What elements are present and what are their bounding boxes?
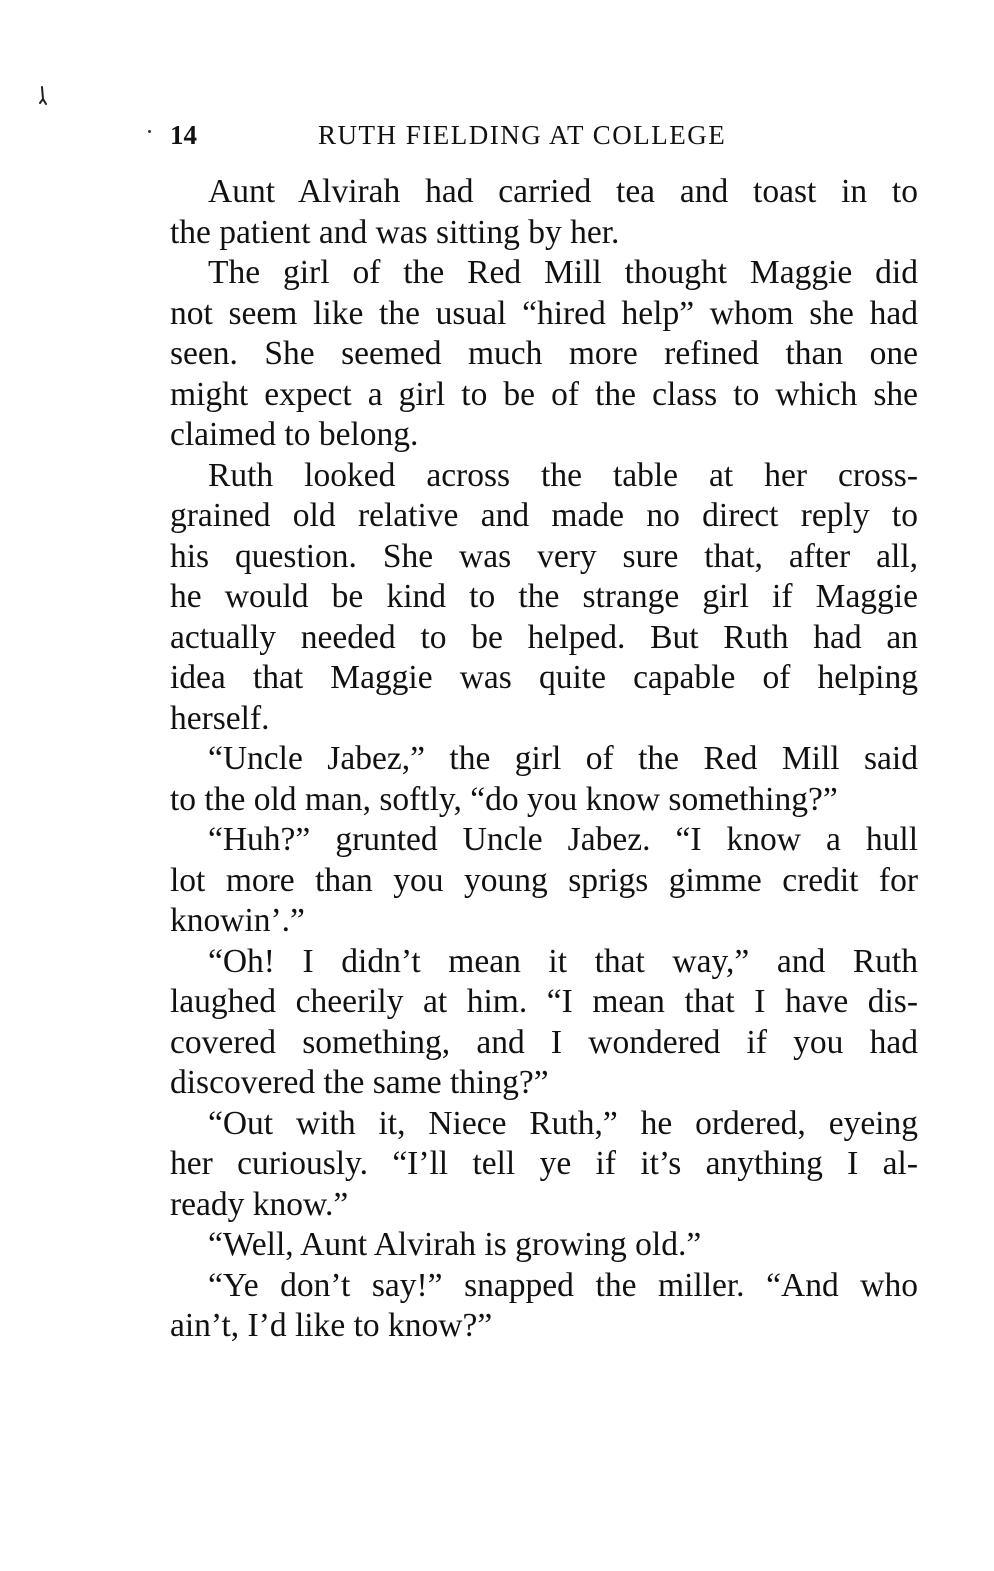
- text-line: “Oh! I didn’t mean it that way,” and Ruth: [208, 942, 918, 980]
- text-line: lot more than you young sprigs gimme credit for: [170, 861, 918, 899]
- body-text: [170, 172, 918, 1347]
- text-line: seen. She seemed much more refined than one: [170, 335, 918, 372]
- text-line: The girl of the Red Mill thought Maggie did: [208, 254, 918, 291]
- text-line: claimed to belong.: [170, 416, 419, 453]
- page-number: 14: [170, 120, 197, 150]
- text-line: Ruth looked across the table at her cross-: [208, 456, 918, 494]
- text-line: knowin’.”: [170, 902, 305, 939]
- text-line: her curiously. “I’ll tell ye if it’s anything I al-: [170, 1145, 918, 1182]
- text-line: laughed cheerily at him. “I mean that I have dis-: [170, 983, 918, 1020]
- running-title: RUTH FIELDING AT COLLEGE: [318, 120, 727, 150]
- text-line: “Out with it, Niece Ruth,” he ordered, eyeing: [208, 1104, 918, 1142]
- text-line: discovered the same thing?”: [170, 1064, 549, 1101]
- text-line: Aunt Alvirah had carried tea and toast in to: [208, 173, 918, 210]
- text-line: actually needed to be helped. But Ruth had an: [170, 618, 918, 656]
- text-line: herself.: [170, 699, 270, 737]
- text-line: “Uncle Jabez,” the girl of the Red Mill said: [208, 740, 918, 777]
- text-line: not seem like the usual “hired help” whom she had: [170, 294, 918, 332]
- text-line: he would be kind to the strange girl if Maggie: [170, 578, 918, 615]
- text-line: his question. She was very sure that, after all,: [170, 537, 918, 575]
- text-line: covered something, and I wondered if you had: [170, 1023, 918, 1061]
- text-line: ready know.”: [170, 1185, 349, 1223]
- text-line: ain’t, I’d like to know?”: [170, 1307, 493, 1344]
- text-line: grained old relative and made no direct reply to: [170, 497, 918, 534]
- text-line: “Ye don’t say!” snapped the miller. “And who: [208, 1266, 918, 1304]
- text-line: “Well, Aunt Alvirah is growing old.”: [208, 1226, 702, 1263]
- ink-smudge-mark: [38, 86, 48, 106]
- ink-dot-mark: [148, 130, 151, 133]
- text-line: to the old man, softly, “do you know something?”: [170, 780, 838, 818]
- text-line: the patient and was sitting by her.: [170, 213, 620, 251]
- text-line: “Huh?” grunted Uncle Jabez. “I know a hull: [208, 821, 918, 858]
- text-line: idea that Maggie was quite capable of helping: [170, 659, 918, 696]
- page-header: [170, 112, 920, 156]
- text-line: might expect a girl to be of the class to which she: [170, 375, 918, 413]
